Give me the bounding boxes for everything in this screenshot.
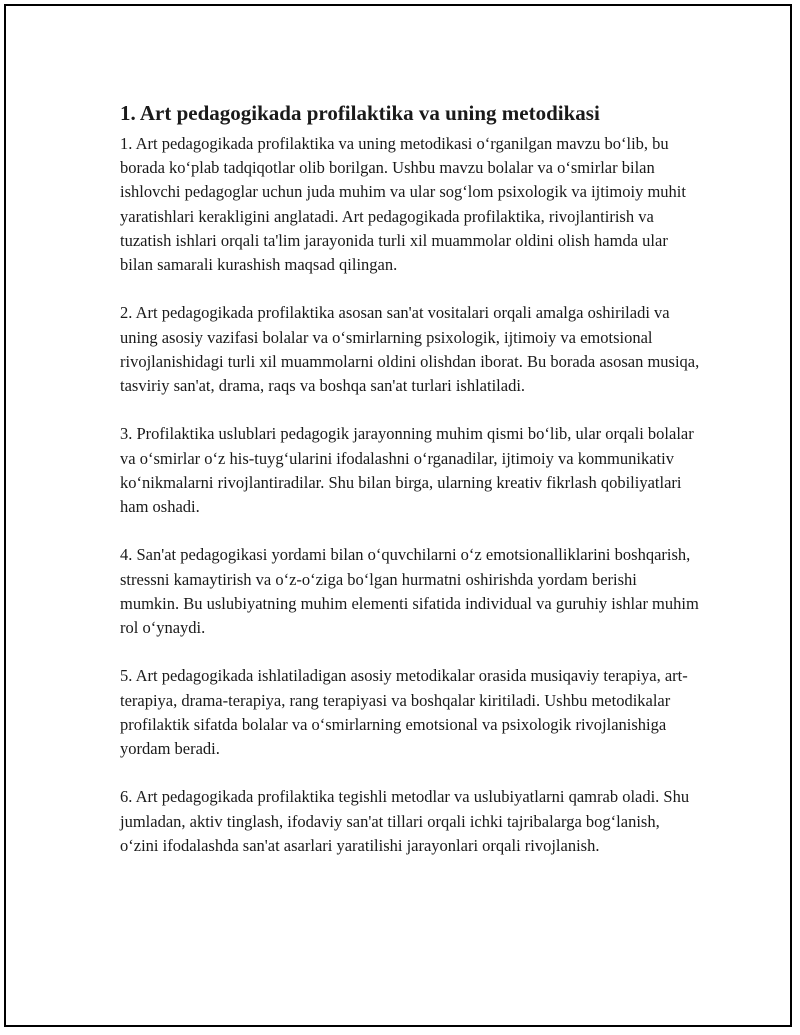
paragraph-4: 4. San'at pedagogikasi yordami bilan o‘quvchilarni o‘z emotsionalliklarini boshqarish, stressni kamaytirish va o‘z-o‘ziga bo‘lgan hurmatni oshirishda yordam berishi mumkin. Bu uslubiyatning muhim elementi sifatida individual va guruhiy ishlar muhim rol o‘ynaydi. <box>120 545 699 638</box>
paragraph-2: 2. Art pedagogikada profilaktika asosan san'at vositalari orqali amalga oshiriladi va uning asosiy vazifasi bolalar va o‘smirlarning psixologik, ijtimoiy va emotsional rivojlanishidagi turli xil muammolarni oldini olishdan iborat. Bu borada asosan musiqa, tasviriy san'at, drama, raqs va boshqa san'at turlari ishlatiladi. <box>120 303 700 396</box>
paragraph-5: 5. Art pedagogikada ishlatiladigan asosiy metodikalar orasida musiqaviy terapiya, art-terapiya, drama-terapiya, rang terapiyasi va boshqalar kiritiladi. Ushbu metodikalar profilaktik sifatda bolalar va o‘smirlarning emotsional va psixologik rivojlanishiga yordam beradi. <box>120 666 688 759</box>
paragraph-1: 1. Art pedagogikada profilaktika va uning metodikasi o‘rganilgan mavzu bo‘lib, bu borada ko‘plab tadqiqotlar olib borilgan. Ushbu mavzu bolalar va o‘smirlar bilan ishlovchi pedagoglar uchun juda muhim va ular sog‘lom psixologik va ijtimoiy muhit yaratishlari kerakligini anglatadi. Art pedagogikada profilaktika, rivojlantirish va tuzatish ishlari orqali ta'lim jarayonida turli xil muammolar oldini olish hamda ular bilan samarali kurashish maqsad qilingan. <box>120 134 686 275</box>
document-title: 1. Art pedagogikada profilaktika va uning metodikasi <box>120 101 600 125</box>
document-body <box>120 99 700 882</box>
paragraph-6: 6. Art pedagogikada profilaktika tegishli metodlar va uslubiyatlarni qamrab oladi. Shu jumladan, aktiv tinglash, ifodaviy san'at tillari orqali ichki tajribalarga bog‘lanish, o‘zini ifodalashda san'at asarlari yaratilishi jarayonlari orqali rivojlanish. <box>120 787 690 855</box>
paragraph-3: 3. Profilaktika uslublari pedagogik jarayonning muhim qismi bo‘lib, ular orqali bolalar va o‘smirlar o‘z his-tuyg‘ularini ifodalashni o‘rganadilar, ijtimoiy va kommunikativ ko‘nikmalarni rivojlantiradilar. Shu bilan birga, ularning kreativ fikrlash qobiliyatlari ham oshadi. <box>120 424 694 517</box>
page-frame <box>4 4 792 1027</box>
